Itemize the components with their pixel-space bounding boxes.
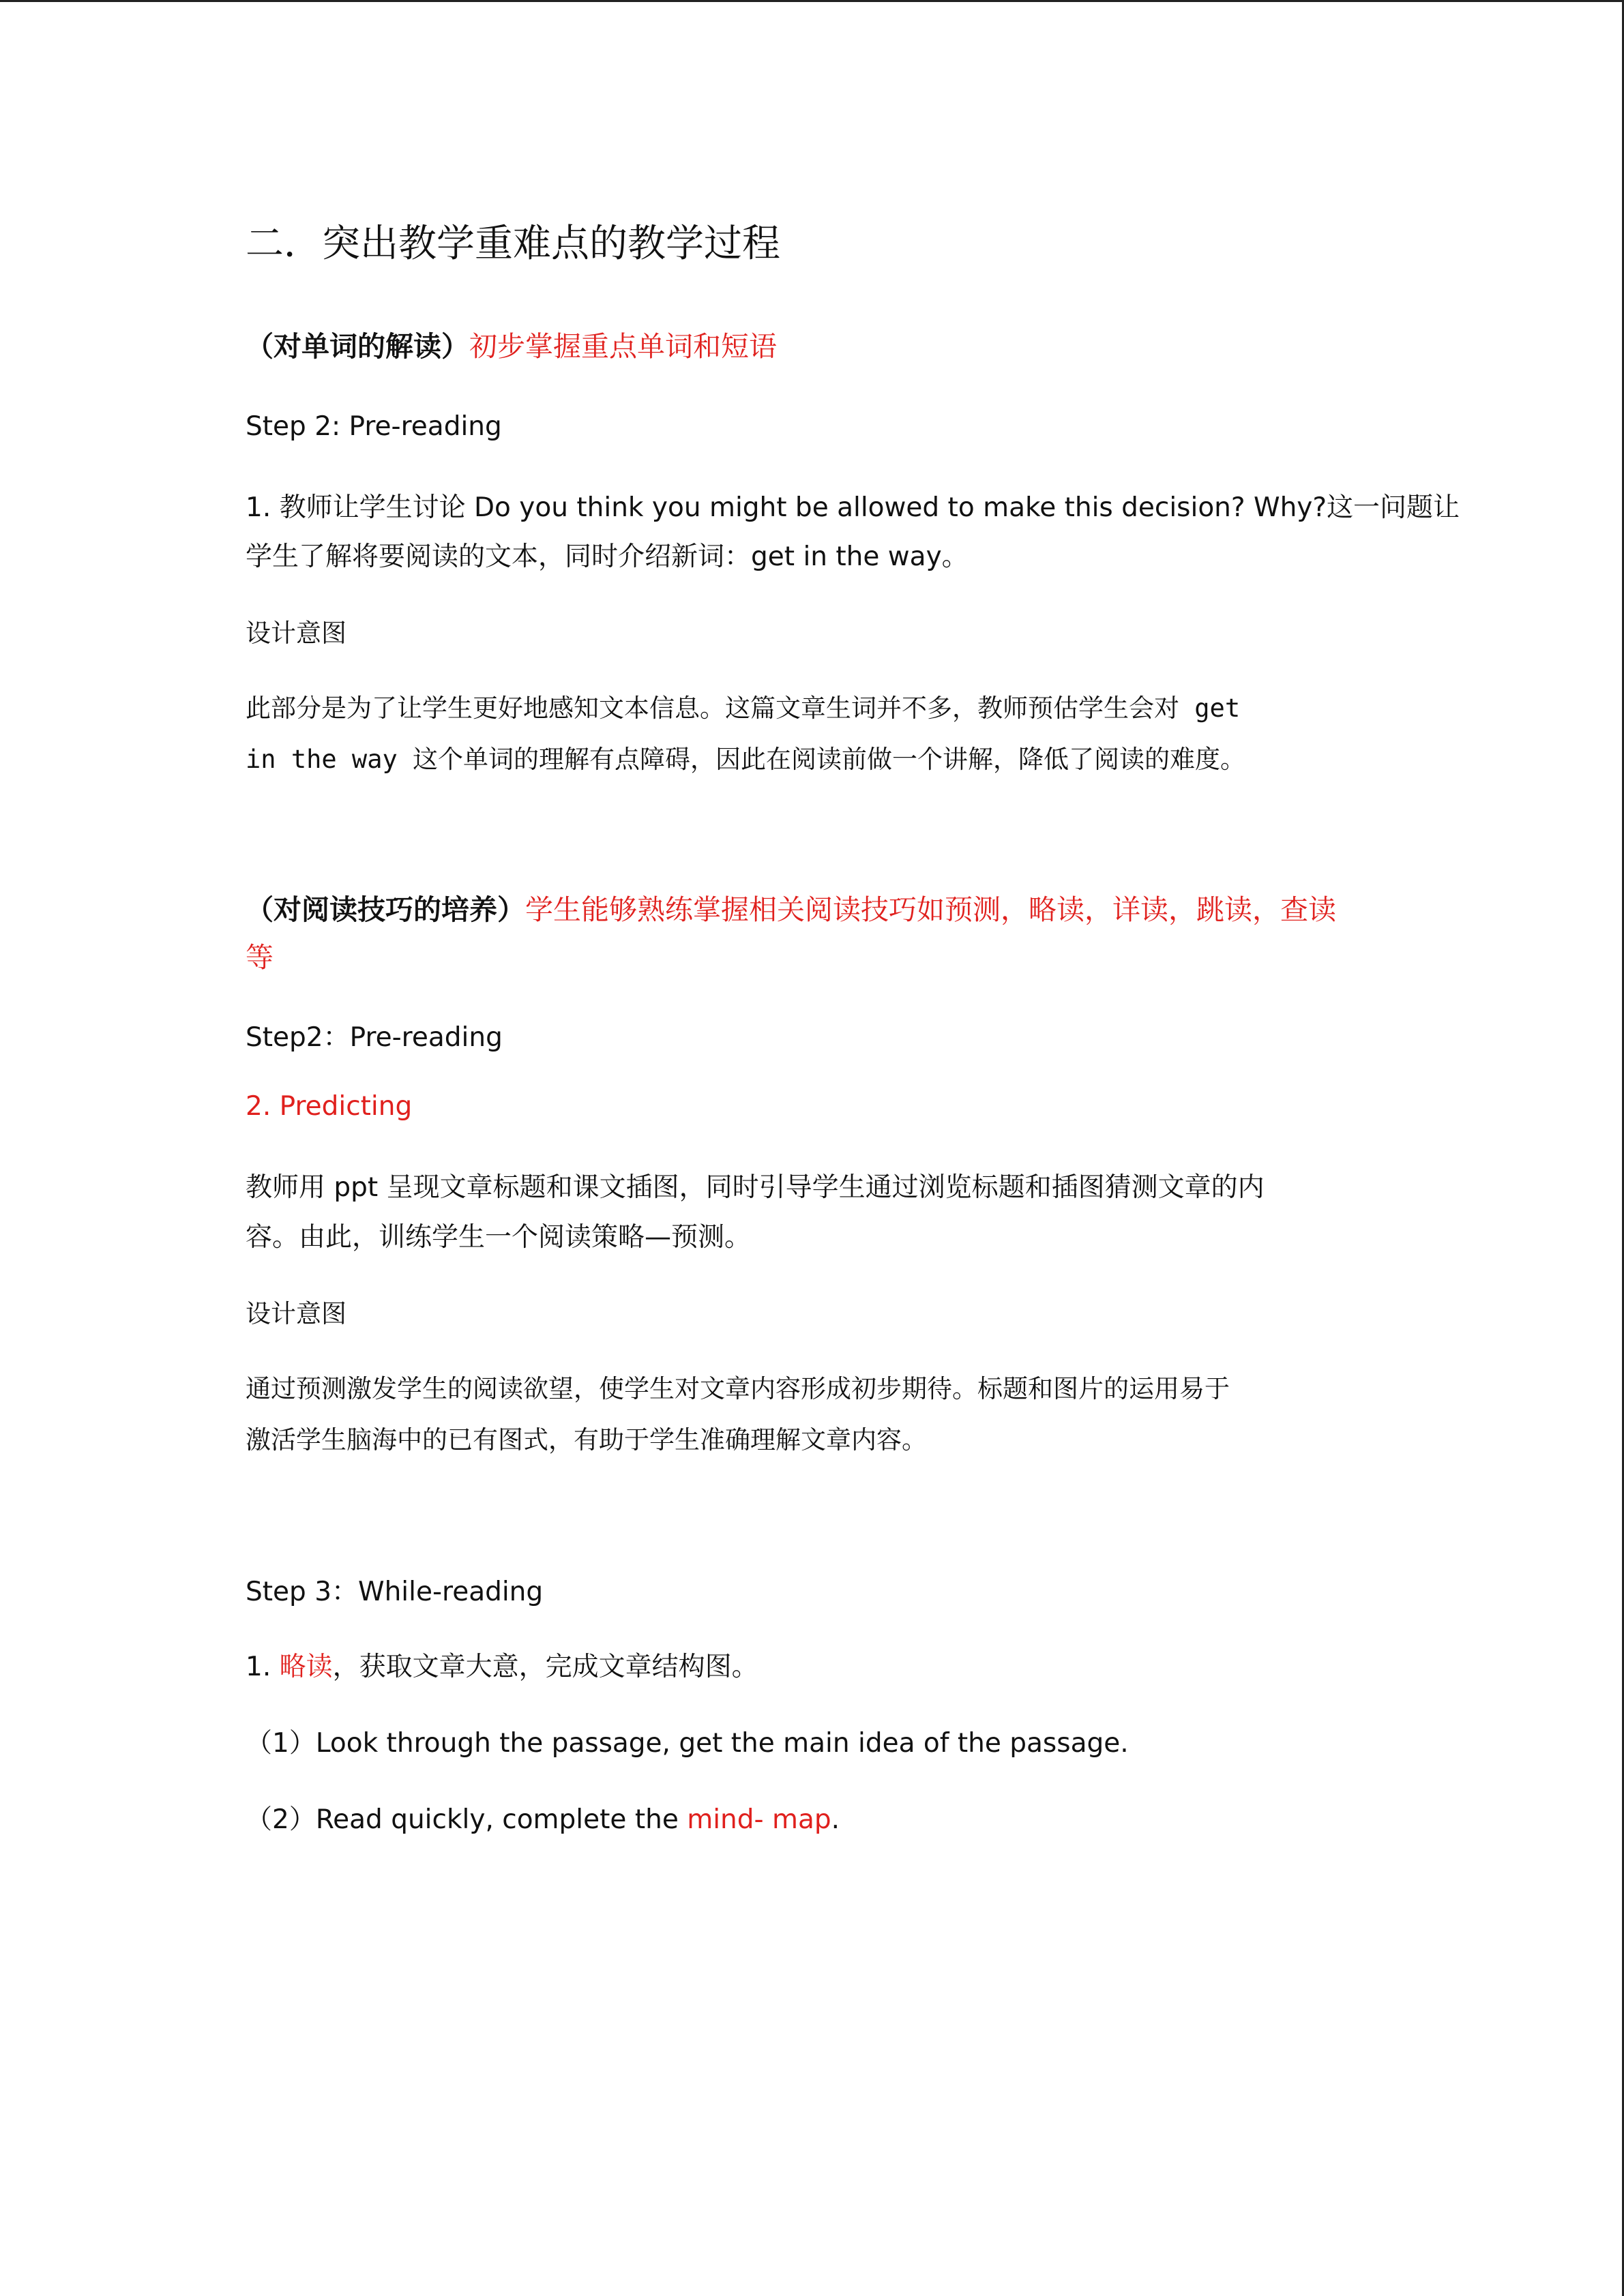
section2-goal-line1: 学生能够熟练掌握相关阅读技巧如预测，略读，详读，跳读，查读: [525, 893, 1336, 926]
page-title: 二．突出教学重难点的教学过程: [246, 222, 780, 266]
section2-intent-label: 设计意图: [246, 1299, 346, 1328]
section3-sub2-pre: （2）Read quickly, complete the: [246, 1804, 688, 1835]
section3-item-number: 1.: [246, 1652, 280, 1682]
section1-step: Step 2: Pre-reading: [246, 411, 502, 442]
section3-sub1: （1）Look through the passage, get the main idea of the passage.: [246, 1728, 1129, 1759]
section1-heading: [246, 324, 777, 364]
section2-goal-line2: 等: [246, 941, 274, 974]
section1-intent-line1: 此部分是为了让学生更好地感知文本信息。这篇文章生词并不多，教师预估学生会对 get: [246, 694, 1241, 723]
section1-intent-label: 设计意图: [246, 618, 346, 648]
section2-item-line1: 教师用 ppt 呈现文章标题和课文插图，同时引导学生通过浏览标题和插图猜测文章的内: [246, 1172, 1265, 1203]
section1-intent-line2: in the way 这个单词的理解有点障碍，因此在阅读前做一个讲解，降低了阅读的难度。: [246, 745, 1246, 774]
section2-intent-line2: 激活学生脑海中的已有图式，有助于学生准确理解文章内容。: [246, 1425, 927, 1455]
section2-step: Step2：Pre-reading: [246, 1022, 503, 1053]
section1-label: （对单词的解读）: [246, 330, 469, 363]
section1-goal: 初步掌握重点单词和短语: [469, 330, 777, 363]
section1-item-line2: 学生了解将要阅读的文本，同时介绍新词：get in the way。: [246, 541, 969, 572]
section3-item-rest: ，获取文章大意，完成文章结构图。: [332, 1652, 758, 1682]
section3-sub2-post: .: [831, 1804, 840, 1835]
section2-intent-line1: 通过预测激发学生的阅读欲望，使学生对文章内容形成初步期待。标题和图片的运用易于: [246, 1374, 1230, 1403]
section2-item-line2: 容。由此，训练学生一个阅读策略—预测。: [246, 1222, 752, 1253]
section2-label: （对阅读技巧的培养）: [246, 893, 525, 926]
section3-item: [246, 1645, 758, 1684]
section1-item-line1: 1. 教师让学生讨论 Do you think you might be allowed to make this decision? Why?这一问题让: [246, 492, 1460, 523]
section2-predicting: 2. Predicting: [246, 1091, 413, 1122]
section3-step: Step 3：While-reading: [246, 1577, 544, 1607]
section3-item-skimming: 略读: [279, 1652, 333, 1682]
section3-sub2-mindmap: mind- map: [687, 1804, 831, 1835]
section3-sub2: [246, 1798, 840, 1836]
section2-heading-line1: [246, 887, 1336, 927]
